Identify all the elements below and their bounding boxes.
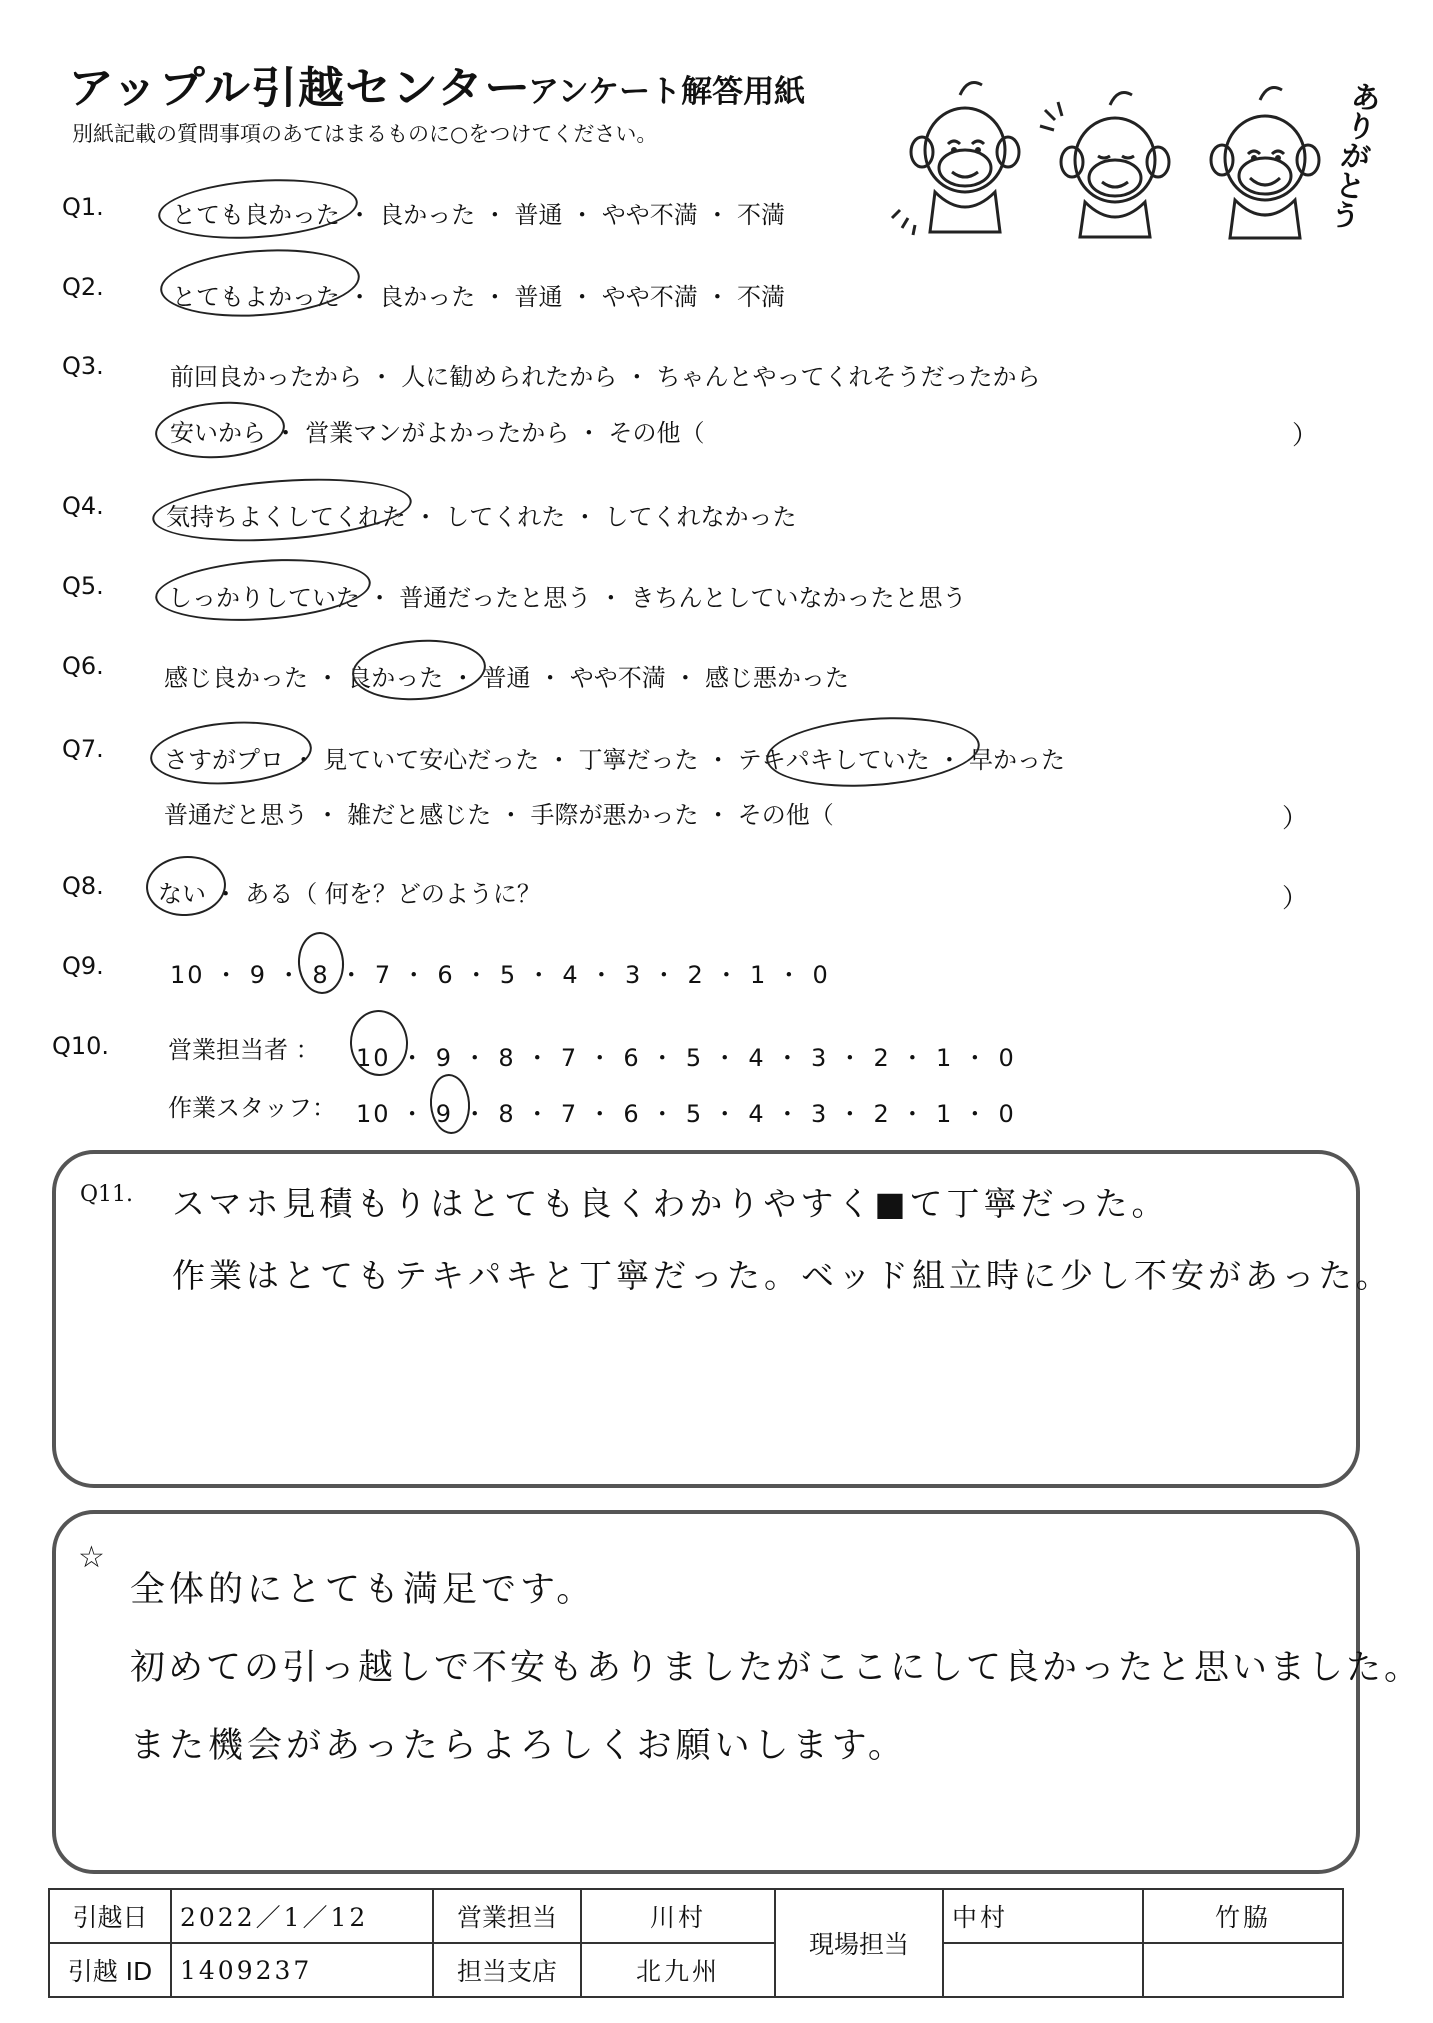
q10-sales-label: 営業担当者 ： xyxy=(168,1036,320,1064)
q2-label: Q2. xyxy=(62,273,104,301)
q9-label: Q9. xyxy=(62,952,104,980)
form-title: アップル引越センター xyxy=(68,62,532,114)
q9-scale[interactable]: 10 ・ 9 ・ 8 ・ 7 ・ 6 ・ 5 ・ 4 ・ 3 ・ 2 ・ 1 ・ 0 xyxy=(170,961,830,989)
q4-label: Q4. xyxy=(62,492,104,520)
q11-label: Q11. xyxy=(80,1182,134,1207)
q10-staff-scale[interactable]: 10 ・ 9 ・ 8 ・ 7 ・ 6 ・ 5 ・ 4 ・ 3 ・ 2 ・ 1 ・ 0 xyxy=(356,1100,1016,1128)
q7-close-paren: ） xyxy=(1282,804,1309,834)
q8-close-paren: ） xyxy=(1282,884,1309,914)
q6-selection-circle xyxy=(350,635,488,704)
sales-staff-name: 川村 xyxy=(581,1889,775,1943)
footer-table xyxy=(48,1888,1344,1998)
star-icon: ☆ xyxy=(78,1540,105,1575)
q7-options-line1[interactable]: さすがプロ ・ 見ていて安心だった ・ 丁寧だった ・ テキパキしていた ・ 早かった xyxy=(164,746,1066,774)
q1-label: Q1. xyxy=(62,193,104,221)
site-staff-name-2: 竹脇 xyxy=(1143,1889,1343,1943)
q8-options[interactable]: ない ・ ある（ 何を？どのように？ xyxy=(158,880,541,908)
q4-options[interactable]: 気持ちよくしてくれた ・ してくれた ・ してくれなかった xyxy=(166,503,797,531)
branch-label: 担当支店 xyxy=(433,1943,581,1997)
q2-options[interactable]: とてもよかった ・ 良かった ・ 普通 ・ やや不満 ・ 不満 xyxy=(172,283,786,311)
q4-selection-circle xyxy=(150,471,414,549)
q3-close-paren: ） xyxy=(1292,421,1319,451)
q6-label: Q6. xyxy=(62,652,104,680)
move-date-value: 2022／1／12 xyxy=(171,1889,433,1943)
move-id-value: 1409237 xyxy=(171,1943,433,1997)
site-staff-name-1: 中村 xyxy=(943,1889,1143,1943)
thanks-text: ありがとう xyxy=(1322,78,1383,232)
move-date-label: 引越日 xyxy=(49,1889,171,1943)
q7-selection-circle-1 xyxy=(148,716,314,789)
comment-line3: また機会があったらよろしくお願いします。 xyxy=(130,1726,907,1766)
q3-label: Q3. xyxy=(62,352,104,380)
q1-options[interactable]: とても良かった ・ 良かった ・ 普通 ・ やや不満 ・ 不満 xyxy=(172,201,786,229)
instruction-text: 別紙記載の質問事項のあてはまるものに○をつけてください。 xyxy=(72,122,658,146)
q11-answer-line2: 作業はとてもテキパキと丁寧だった。ベッド組立時に少し不安があった。 xyxy=(172,1256,1393,1295)
move-id-label: 引越 ID xyxy=(49,1943,171,1997)
q3-selection-circle xyxy=(153,398,287,463)
q3-options-line2[interactable]: 安いから ・ 営業マンがよかったから ・ その他（ xyxy=(170,419,705,447)
mascot-illustration xyxy=(880,60,1360,260)
site-staff-empty-1 xyxy=(943,1943,1143,1997)
site-staff-empty-2 xyxy=(1143,1943,1343,1997)
q7-options-line2[interactable]: 普通だと思う ・ 雑だと感じた ・ 手際が悪かった ・ その他（ xyxy=(164,801,834,829)
q5-label: Q5. xyxy=(62,572,104,600)
q7-label: Q7. xyxy=(62,735,104,763)
q10-label: Q10. xyxy=(52,1032,110,1060)
q5-options[interactable]: しっかりしていた ・ 普通だったと思う ・ きちんとしていなかったと思う xyxy=(168,584,967,612)
q5-selection-circle xyxy=(153,553,373,628)
q10-staff-label: 作業スタッフ： xyxy=(168,1094,336,1122)
q3-options-line1[interactable]: 前回良かったから ・ 人に勧められたから ・ ちゃんとやってくれそうだったから xyxy=(170,363,1041,391)
q1-selection-circle xyxy=(156,173,360,245)
comment-line2: 初めての引っ越しで不安もありましたがここにして良かったと思いました。 xyxy=(130,1648,1423,1688)
comment-line1: 全体的にとても満足です。 xyxy=(130,1570,596,1610)
site-staff-label: 現場担当 xyxy=(775,1889,943,1997)
q10-sales-scale[interactable]: 10 ・ 9 ・ 8 ・ 7 ・ 6 ・ 5 ・ 4 ・ 3 ・ 2 ・ 1 ・ 0 xyxy=(356,1044,1016,1072)
sales-staff-label: 営業担当 xyxy=(433,1889,581,1943)
branch-name: 北九州 xyxy=(581,1943,775,1997)
q6-options[interactable]: 感じ良かった ・ 良かった ・ 普通 ・ やや不満 ・ 感じ悪かった xyxy=(164,664,850,692)
q11-answer-line1: スマホ見積もりはとても良くわかりやすく■て丁寧だった。 xyxy=(172,1184,1169,1223)
form-subtitle: アンケート解答用紙 xyxy=(528,74,806,110)
q7-selection-circle-2 xyxy=(764,711,982,794)
q8-label: Q8. xyxy=(62,872,104,900)
